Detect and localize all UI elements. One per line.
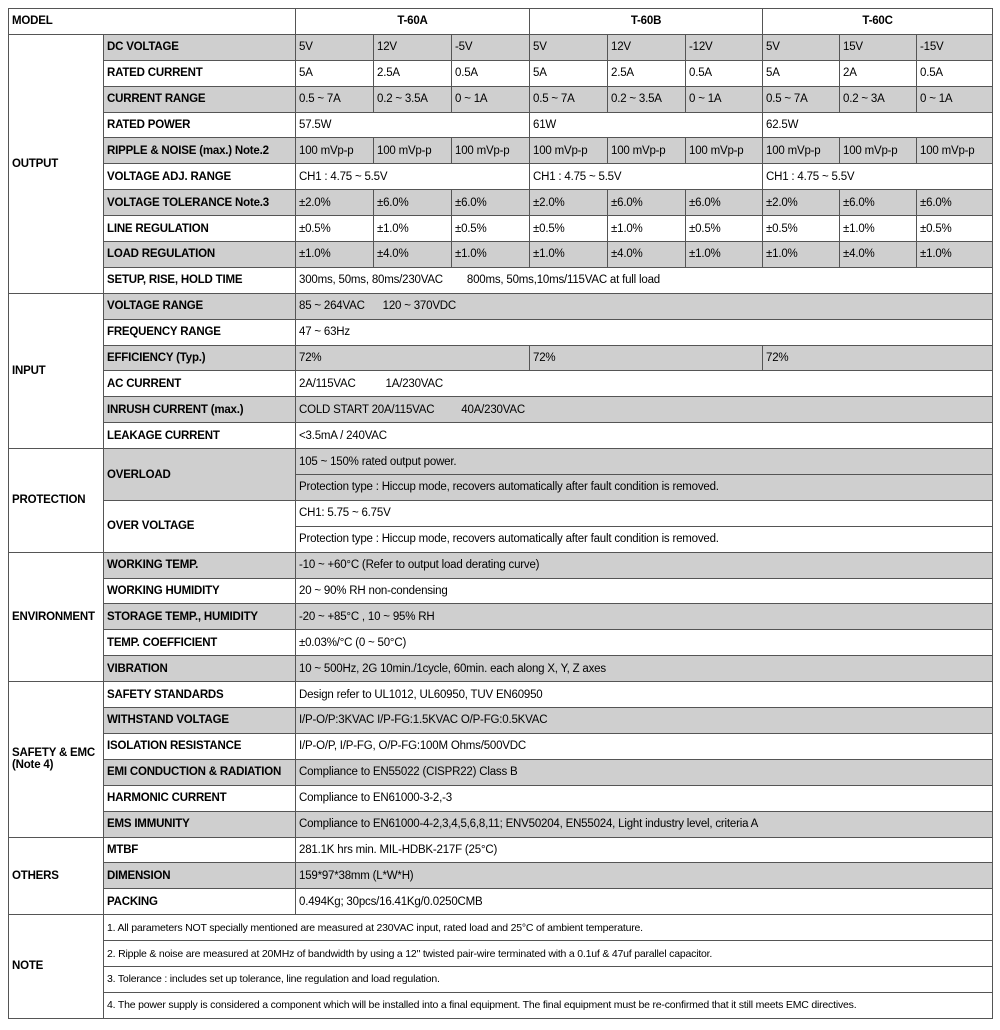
spec-value: 100 mVp-p bbox=[608, 138, 686, 164]
spec-value: -12V bbox=[686, 34, 763, 60]
spec-label-inrush-current-max: INRUSH CURRENT (max.) bbox=[104, 397, 296, 423]
category-input: INPUT bbox=[9, 293, 104, 448]
spec-value: CH1 : 4.75 ~ 5.5V bbox=[530, 164, 763, 190]
spec-value: ±0.03%/°C (0 ~ 50°C) bbox=[296, 630, 993, 656]
spec-value: -20 ~ +85°C , 10 ~ 95% RH bbox=[296, 604, 993, 630]
spec-value: 0 ~ 1A bbox=[452, 86, 530, 112]
spec-label-voltage-adj-range: VOLTAGE ADJ. RANGE bbox=[104, 164, 296, 190]
spec-value: ±2.0% bbox=[530, 190, 608, 216]
spec-row bbox=[9, 423, 993, 449]
spec-value: 100 mVp-p bbox=[840, 138, 917, 164]
spec-value: ±1.0% bbox=[917, 242, 993, 268]
spec-value: ±1.0% bbox=[840, 216, 917, 242]
spec-label-safety-standards: SAFETY STANDARDS bbox=[104, 682, 296, 708]
spec-row bbox=[9, 811, 993, 837]
spec-value: 100 mVp-p bbox=[374, 138, 452, 164]
spec-label-overload: OVERLOAD bbox=[104, 449, 296, 501]
spec-value: ±1.0% bbox=[763, 242, 840, 268]
spec-label-current-range: CURRENT RANGE bbox=[104, 86, 296, 112]
spec-value: ±0.5% bbox=[686, 216, 763, 242]
spec-label-leakage-current: LEAKAGE CURRENT bbox=[104, 423, 296, 449]
spec-value: 281.1K hrs min. MIL-HDBK-217F (25°C) bbox=[296, 837, 993, 863]
spec-row bbox=[9, 371, 993, 397]
spec-value: ±4.0% bbox=[374, 242, 452, 268]
spec-value: 20 ~ 90% RH non-condensing bbox=[296, 578, 993, 604]
spec-label-line-regulation: LINE REGULATION bbox=[104, 216, 296, 242]
category-environment: ENVIRONMENT bbox=[9, 552, 104, 681]
model-header-t60c: T-60C bbox=[763, 9, 993, 35]
spec-row bbox=[9, 242, 993, 268]
spec-value: Compliance to EN55022 (CISPR22) Class B bbox=[296, 759, 993, 785]
spec-row bbox=[9, 293, 993, 319]
spec-row bbox=[9, 630, 993, 656]
spec-row bbox=[9, 267, 993, 293]
spec-value: CH1 : 4.75 ~ 5.5V bbox=[296, 164, 530, 190]
spec-value: ±2.0% bbox=[763, 190, 840, 216]
spec-row bbox=[9, 837, 993, 863]
spec-label-dc-voltage: DC VOLTAGE bbox=[104, 34, 296, 60]
model-label: MODEL bbox=[9, 9, 296, 35]
spec-value: 0.2 ~ 3.5A bbox=[374, 86, 452, 112]
spec-value: 5V bbox=[763, 34, 840, 60]
category-protection: PROTECTION bbox=[9, 449, 104, 553]
spec-row bbox=[9, 112, 993, 138]
spec-value: ±0.5% bbox=[763, 216, 840, 242]
spec-value: 72% bbox=[296, 345, 530, 371]
spec-label-storage-temp-humidity: STORAGE TEMP., HUMIDITY bbox=[104, 604, 296, 630]
spec-value: ±6.0% bbox=[374, 190, 452, 216]
spec-row bbox=[9, 785, 993, 811]
note-row bbox=[9, 966, 993, 992]
spec-value: ±1.0% bbox=[296, 242, 374, 268]
spec-row bbox=[9, 138, 993, 164]
spec-value: I/P-O/P:3KVAC I/P-FG:1.5KVAC O/P-FG:0.5KVAC bbox=[296, 708, 993, 734]
spec-table-body bbox=[9, 9, 993, 1019]
spec-value: 0 ~ 1A bbox=[686, 86, 763, 112]
spec-label-ripple-noise-max-note-2: RIPPLE & NOISE (max.) Note.2 bbox=[104, 138, 296, 164]
spec-row bbox=[9, 733, 993, 759]
spec-value: -5V bbox=[452, 34, 530, 60]
spec-label-temp-coefficient: TEMP. COEFFICIENT bbox=[104, 630, 296, 656]
spec-label-working-temp: WORKING TEMP. bbox=[104, 552, 296, 578]
header-row bbox=[9, 9, 993, 35]
spec-label-over-voltage: OVER VOLTAGE bbox=[104, 500, 296, 552]
spec-value: ±0.5% bbox=[530, 216, 608, 242]
spec-value: 57.5W bbox=[296, 112, 530, 138]
spec-value: 85 ~ 264VAC 120 ~ 370VDC bbox=[296, 293, 993, 319]
spec-value: 72% bbox=[530, 345, 763, 371]
spec-row bbox=[9, 60, 993, 86]
note-row bbox=[9, 992, 993, 1018]
spec-row bbox=[9, 552, 993, 578]
note-item: 1. All parameters NOT specially mentioned are measured at 230VAC input, rated load and 25°C of ambient temperature. bbox=[104, 915, 993, 941]
spec-label-withstand-voltage: WITHSTAND VOLTAGE bbox=[104, 708, 296, 734]
spec-value: 100 mVp-p bbox=[763, 138, 840, 164]
spec-value: Compliance to EN61000-3-2,-3 bbox=[296, 785, 993, 811]
spec-row bbox=[9, 345, 993, 371]
spec-value: 100 mVp-p bbox=[686, 138, 763, 164]
spec-value: 2.5A bbox=[374, 60, 452, 86]
note-item: 3. Tolerance : includes set up tolerance, line regulation and load regulation. bbox=[104, 966, 993, 992]
spec-label-packing: PACKING bbox=[104, 889, 296, 915]
spec-value: ±6.0% bbox=[452, 190, 530, 216]
spec-value: 72% bbox=[763, 345, 993, 371]
spec-value: Protection type : Hiccup mode, recovers automatically after fault condition is removed. bbox=[296, 526, 993, 552]
spec-value: 0.494Kg; 30pcs/16.41Kg/0.0250CMB bbox=[296, 889, 993, 915]
spec-value: 2.5A bbox=[608, 60, 686, 86]
spec-row bbox=[9, 86, 993, 112]
spec-row bbox=[9, 578, 993, 604]
spec-value: 5A bbox=[530, 60, 608, 86]
spec-value: ±6.0% bbox=[917, 190, 993, 216]
spec-value: ±0.5% bbox=[452, 216, 530, 242]
spec-label-efficiency-typ: EFFICIENCY (Typ.) bbox=[104, 345, 296, 371]
spec-label-rated-current: RATED CURRENT bbox=[104, 60, 296, 86]
spec-value: 100 mVp-p bbox=[296, 138, 374, 164]
spec-table bbox=[8, 8, 993, 1019]
spec-row bbox=[9, 889, 993, 915]
note-item: 2. Ripple & noise are measured at 20MHz of bandwidth by using a 12" twisted pair-wire terminated with a 0.1uf & 47uf parallel capacitor. bbox=[104, 941, 993, 967]
spec-value: 15V bbox=[840, 34, 917, 60]
spec-value: ±6.0% bbox=[686, 190, 763, 216]
spec-label-working-humidity: WORKING HUMIDITY bbox=[104, 578, 296, 604]
spec-value: ±6.0% bbox=[840, 190, 917, 216]
spec-value: 12V bbox=[374, 34, 452, 60]
spec-row bbox=[9, 863, 993, 889]
spec-row bbox=[9, 708, 993, 734]
spec-value: 0.2 ~ 3.5A bbox=[608, 86, 686, 112]
spec-value: ±1.0% bbox=[452, 242, 530, 268]
spec-value: 0.5 ~ 7A bbox=[530, 86, 608, 112]
spec-value: 100 mVp-p bbox=[452, 138, 530, 164]
spec-value: 5A bbox=[296, 60, 374, 86]
spec-row bbox=[9, 759, 993, 785]
spec-label-isolation-resistance: ISOLATION RESISTANCE bbox=[104, 733, 296, 759]
spec-label-dimension: DIMENSION bbox=[104, 863, 296, 889]
note-row bbox=[9, 941, 993, 967]
spec-value: 300ms, 50ms, 80ms/230VAC 800ms, 50ms,10ms/115VAC at full load bbox=[296, 267, 993, 293]
category-others: OTHERS bbox=[9, 837, 104, 915]
spec-value: CH1 : 4.75 ~ 5.5V bbox=[763, 164, 993, 190]
spec-value: 5V bbox=[296, 34, 374, 60]
spec-value: 100 mVp-p bbox=[917, 138, 993, 164]
spec-label-harmonic-current: HARMONIC CURRENT bbox=[104, 785, 296, 811]
spec-value: -10 ~ +60°C (Refer to output load derating curve) bbox=[296, 552, 993, 578]
spec-value: 0.5 ~ 7A bbox=[296, 86, 374, 112]
spec-value: -15V bbox=[917, 34, 993, 60]
model-header-t60a: T-60A bbox=[296, 9, 530, 35]
spec-value: 0.5A bbox=[452, 60, 530, 86]
spec-value: 47 ~ 63Hz bbox=[296, 319, 993, 345]
spec-value: 12V bbox=[608, 34, 686, 60]
spec-value: 2A/115VAC 1A/230VAC bbox=[296, 371, 993, 397]
spec-value: Design refer to UL1012, UL60950, TUV EN60950 bbox=[296, 682, 993, 708]
spec-row bbox=[9, 656, 993, 682]
spec-value: ±1.0% bbox=[608, 216, 686, 242]
spec-value: ±1.0% bbox=[530, 242, 608, 268]
category-note: NOTE bbox=[9, 915, 104, 1019]
spec-label-ems-immunity: EMS IMMUNITY bbox=[104, 811, 296, 837]
spec-value: ±0.5% bbox=[296, 216, 374, 242]
spec-value: ±0.5% bbox=[917, 216, 993, 242]
spec-value: ±4.0% bbox=[608, 242, 686, 268]
category-output: OUTPUT bbox=[9, 34, 104, 293]
spec-value: ±1.0% bbox=[374, 216, 452, 242]
spec-row bbox=[9, 604, 993, 630]
spec-value: 61W bbox=[530, 112, 763, 138]
spec-label-emi-conduction-radiation: EMI CONDUCTION & RADIATION bbox=[104, 759, 296, 785]
spec-value: <3.5mA / 240VAC bbox=[296, 423, 993, 449]
spec-value: 0.5A bbox=[917, 60, 993, 86]
spec-value: 10 ~ 500Hz, 2G 10min./1cycle, 60min. each along X, Y, Z axes bbox=[296, 656, 993, 682]
spec-value: 5A bbox=[763, 60, 840, 86]
spec-label-frequency-range: FREQUENCY RANGE bbox=[104, 319, 296, 345]
spec-row bbox=[9, 682, 993, 708]
spec-label-load-regulation: LOAD REGULATION bbox=[104, 242, 296, 268]
spec-label-mtbf: MTBF bbox=[104, 837, 296, 863]
note-item: 4. The power supply is considered a component which will be installed into a final equipment. The final equipment must be re-confirmed that it still meets EMC directives. bbox=[104, 992, 993, 1018]
spec-value: ±6.0% bbox=[608, 190, 686, 216]
spec-value: COLD START 20A/115VAC 40A/230VAC bbox=[296, 397, 993, 423]
spec-value: 159*97*38mm (L*W*H) bbox=[296, 863, 993, 889]
spec-row bbox=[9, 319, 993, 345]
spec-value: 0.5A bbox=[686, 60, 763, 86]
spec-label-setup-rise-hold-time: SETUP, RISE, HOLD TIME bbox=[104, 267, 296, 293]
spec-value: CH1: 5.75 ~ 6.75V bbox=[296, 500, 993, 526]
spec-value: 0 ~ 1A bbox=[917, 86, 993, 112]
spec-value: 2A bbox=[840, 60, 917, 86]
spec-value: I/P-O/P, I/P-FG, O/P-FG:100M Ohms/500VDC bbox=[296, 733, 993, 759]
spec-row bbox=[9, 449, 993, 475]
spec-row bbox=[9, 190, 993, 216]
spec-label-rated-power: RATED POWER bbox=[104, 112, 296, 138]
spec-value: 100 mVp-p bbox=[530, 138, 608, 164]
category-safety-emc-note-4: SAFETY & EMC (Note 4) bbox=[9, 682, 104, 837]
spec-value: Protection type : Hiccup mode, recovers automatically after fault condition is removed. bbox=[296, 475, 993, 501]
spec-value: 0.2 ~ 3A bbox=[840, 86, 917, 112]
spec-value: 5V bbox=[530, 34, 608, 60]
spec-label-voltage-tolerance-note-3: VOLTAGE TOLERANCE Note.3 bbox=[104, 190, 296, 216]
spec-label-ac-current: AC CURRENT bbox=[104, 371, 296, 397]
spec-value: Compliance to EN61000-4-2,3,4,5,6,8,11; ENV50204, EN55024, Light industry level, criteria A bbox=[296, 811, 993, 837]
spec-row bbox=[9, 34, 993, 60]
spec-label-vibration: VIBRATION bbox=[104, 656, 296, 682]
spec-value: 0.5 ~ 7A bbox=[763, 86, 840, 112]
spec-value: 62.5W bbox=[763, 112, 993, 138]
spec-label-voltage-range: VOLTAGE RANGE bbox=[104, 293, 296, 319]
spec-value: 105 ~ 150% rated output power. bbox=[296, 449, 993, 475]
spec-value: ±2.0% bbox=[296, 190, 374, 216]
spec-value: ±1.0% bbox=[686, 242, 763, 268]
model-header-t60b: T-60B bbox=[530, 9, 763, 35]
spec-row bbox=[9, 500, 993, 526]
spec-row bbox=[9, 397, 993, 423]
spec-row bbox=[9, 164, 993, 190]
note-row bbox=[9, 915, 993, 941]
spec-row bbox=[9, 216, 993, 242]
spec-value: ±4.0% bbox=[840, 242, 917, 268]
